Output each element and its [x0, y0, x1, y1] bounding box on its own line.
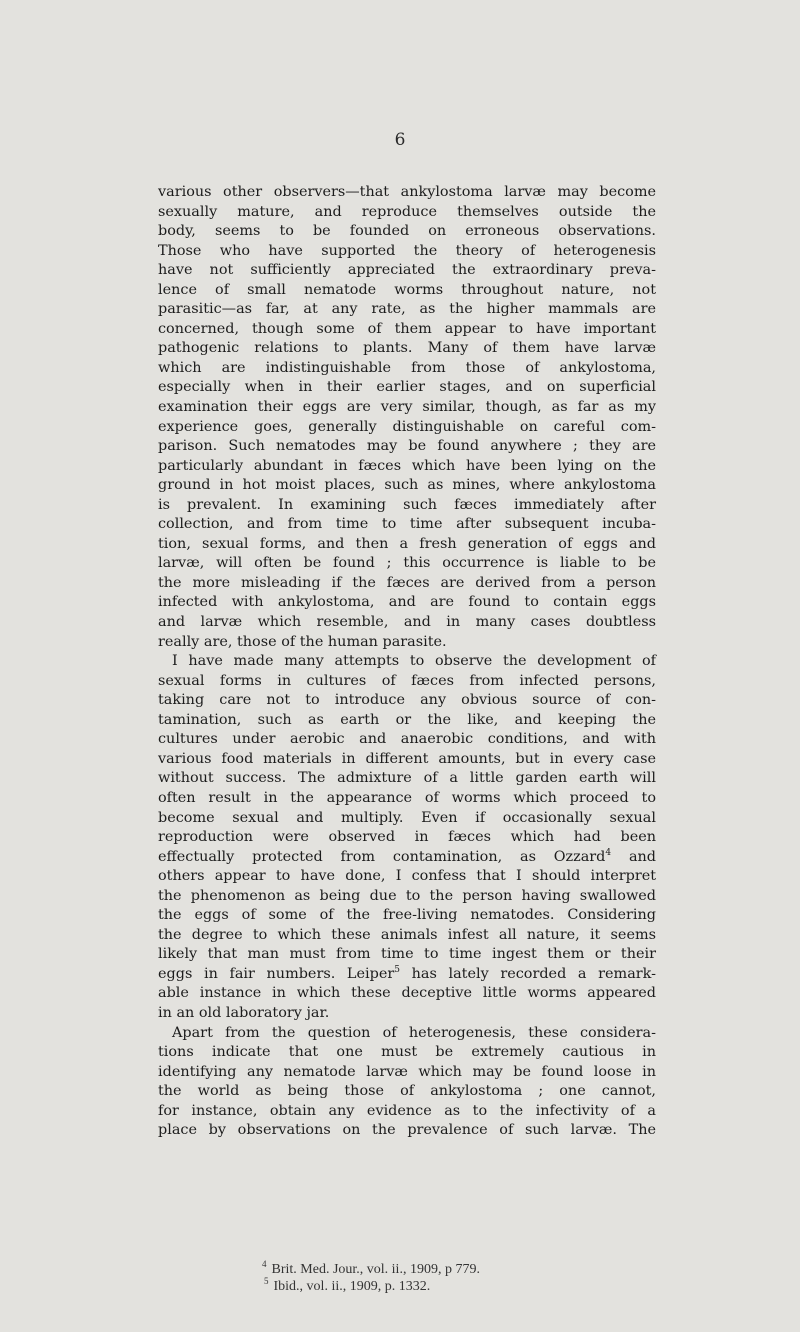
text-line: [158, 574, 656, 594]
text-line: [158, 339, 656, 359]
line-text: infected with ankylostoma, and are found to contain eggs: [158, 594, 656, 611]
line-text: effectually protected from contamination, as Ozzard: [158, 848, 606, 865]
text-line: [158, 769, 656, 789]
text-line: [158, 789, 656, 809]
line-text: likely that man must from time to time ingest them or their: [158, 946, 656, 963]
line-text: I have made many attempts to observe the development of: [172, 653, 656, 670]
text-line: [158, 965, 656, 985]
line-text: parasitic—as far, at any rate, as the higher mammals are: [158, 301, 656, 318]
text-line: [158, 1043, 656, 1063]
line-text: reproduction were observed in fæces which had been: [158, 829, 656, 846]
line-text: body, seems to be founded on erroneous observations.: [158, 223, 656, 240]
text-line: [158, 183, 656, 203]
footnote-ref: 4: [605, 847, 612, 858]
text-line: [158, 418, 656, 438]
text-line: [158, 711, 656, 731]
line-text: tion, sexual forms, and then a fresh generation of eggs and: [158, 535, 656, 552]
text-line: [158, 613, 656, 633]
line-text: eggs in fair numbers. Leiper: [158, 965, 395, 982]
text-line: [158, 281, 656, 301]
text-line: [158, 515, 656, 535]
text-line: [158, 300, 656, 320]
text-line: [158, 652, 656, 672]
line-text: experience goes, generally distinguishable on careful com-: [158, 418, 656, 435]
text-line: [158, 828, 656, 848]
line-text: sexual forms in cultures of fæces from infected persons,: [158, 672, 656, 689]
text-line: [158, 535, 656, 555]
body-text: [158, 183, 656, 1141]
paragraph: [158, 652, 656, 1023]
text-line: [158, 496, 656, 516]
paragraph: [158, 183, 656, 652]
line-text: often result in the appearance of worms which proceed to: [158, 789, 656, 806]
footnote-mark: 4: [262, 1259, 267, 1270]
line-text: the degree to which these animals infest all nature, it seems: [158, 926, 656, 943]
line-text: ground in hot moist places, such as mines, where ankylostoma: [158, 477, 656, 494]
line-text: especially when in their earlier stages, and on superficial: [158, 379, 656, 396]
text-line: [158, 867, 656, 887]
text-line: [158, 1121, 656, 1141]
page-number: 6: [394, 130, 406, 150]
text-line: [158, 750, 656, 770]
text-line: [158, 398, 656, 418]
text-line: [158, 672, 656, 692]
line-text: various food materials in different amounts, but in every case: [158, 750, 656, 767]
line-text: Those who have supported the theory of heterogenesis: [158, 242, 656, 259]
line-text: identifying any nematode larvæ which may be found loose in: [158, 1063, 656, 1080]
text-line: [158, 242, 656, 262]
line-text: collection, and from time to time after subsequent incuba-: [158, 516, 656, 533]
text-line: [158, 633, 656, 653]
line-text: lence of small nematode worms throughout nature, not: [158, 281, 656, 298]
text-line: [158, 945, 656, 965]
text-line: [158, 554, 656, 574]
line-text: without success. The admixture of a little garden earth will: [158, 770, 656, 787]
line-text: particularly abundant in fæces which have been lying on the: [158, 457, 656, 474]
text-line: [158, 691, 656, 711]
line-text: others appear to have done, I confess that I should interpret: [158, 868, 656, 885]
text-line: [158, 1004, 656, 1024]
text-line: [158, 1024, 656, 1044]
text-line: [158, 222, 656, 242]
line-text: sexually mature, and reproduce themselves outside the: [158, 203, 656, 220]
line-text: the more misleading if the fæces are derived from a person: [158, 574, 656, 591]
footnote-mark: 5: [264, 1276, 269, 1287]
footnote-text: Brit. Med. Jour., vol. ii., 1909, p 779.: [271, 1262, 480, 1277]
line-text: pathogenic relations to plants. Many of them have larvæ: [158, 340, 656, 357]
text-line: [158, 1102, 656, 1122]
text-line: [158, 476, 656, 496]
text-line: [158, 437, 656, 457]
text-line: [158, 984, 656, 1004]
paragraph: [158, 1024, 656, 1141]
line-text: place by observations on the prevalence of such larvæ. The: [158, 1122, 656, 1139]
line-text: in an old laboratory jar.: [158, 1004, 330, 1021]
line-text: parison. Such nematodes may be found anywhere ; they are: [158, 438, 656, 455]
line-text: and larvæ which resemble, and in many cases doubtless: [158, 614, 656, 631]
line-text: taking care not to introduce any obvious source of con-: [158, 692, 656, 709]
footnote-ref: 5: [394, 965, 400, 976]
line-text: cultures under aerobic and anaerobic conditions, and with: [158, 731, 656, 748]
line-text: for instance, obtain any evidence as to the infectivity of a: [158, 1102, 656, 1119]
text-line: [158, 848, 656, 868]
line-text: various other observers—that ankylostoma larvæ may become: [158, 184, 656, 200]
text-line: [158, 730, 656, 750]
line-text: have not sufficiently appreciated the extraordinary preva-: [158, 262, 656, 279]
line-text: really are, those of the human parasite.: [158, 633, 447, 650]
line-text: larvæ, will often be found ; this occurrence is liable to be: [158, 555, 656, 572]
text-line: [158, 887, 656, 907]
text-line: [158, 457, 656, 477]
text-line: [158, 378, 656, 398]
line-text: able instance in which these deceptive little worms appeared: [158, 985, 656, 1002]
line-text: the world as being those of ankylostoma ; one cannot,: [158, 1083, 656, 1100]
text-line: [158, 1063, 656, 1083]
line-text: the phenomenon as being due to the person having swallowed: [158, 887, 656, 904]
line-text: is prevalent. In examining such fæces immediately after: [158, 496, 656, 513]
line-text: become sexual and multiply. Even if occasionally sexual: [158, 809, 656, 826]
line-text: Apart from the question of heterogenesis, these considera-: [172, 1024, 656, 1041]
text-line: [158, 1082, 656, 1102]
footnote: [262, 1278, 682, 1295]
line-text: the eggs of some of the free-living nematodes. Considering: [158, 907, 656, 924]
footnotes: [262, 1261, 682, 1295]
line-text: tions indicate that one must be extremely cautious in: [158, 1044, 656, 1061]
footnote-text: Ibid., vol. ii., 1909, p. 1332.: [273, 1279, 431, 1294]
text-line: [158, 359, 656, 379]
line-text-tail: has lately recorded a remark-: [399, 965, 656, 982]
text-line: [158, 809, 656, 829]
line-text: which are indistinguishable from those of ankylostoma,: [158, 359, 656, 376]
line-text-tail: and: [611, 848, 657, 865]
text-line: [158, 906, 656, 926]
text-line: [158, 320, 656, 340]
text-line: [158, 926, 656, 946]
text-line: [158, 593, 656, 613]
line-text: examination their eggs are very similar, though, as far as my: [158, 399, 656, 416]
text-line: [158, 203, 656, 223]
footnote: [262, 1261, 682, 1278]
line-text: tamination, such as earth or the like, and keeping the: [158, 711, 656, 728]
line-text: concerned, though some of them appear to have important: [158, 320, 656, 337]
text-line: [158, 261, 656, 281]
